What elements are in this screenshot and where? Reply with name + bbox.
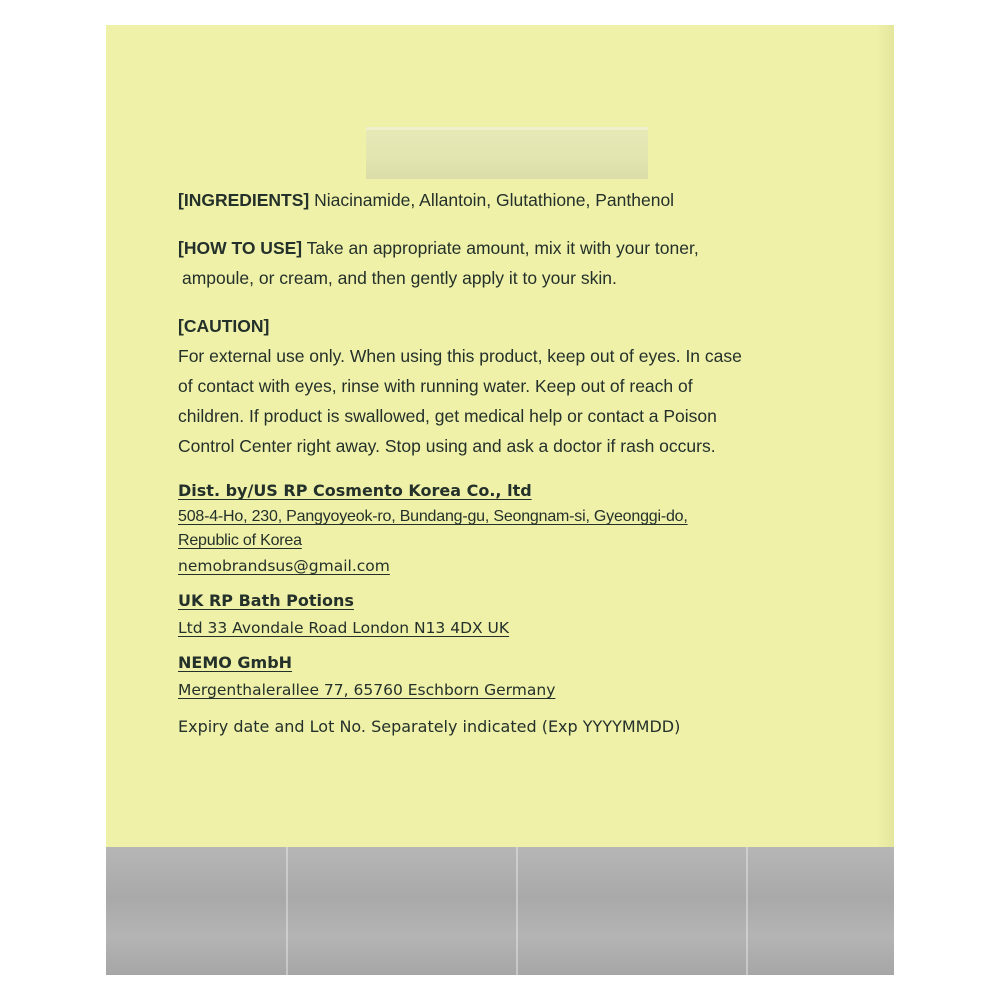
uk-rp-address: Ltd 33 Avondale Road London N13 4DX UK [178, 619, 510, 637]
distributor-address-2: Republic of Korea [178, 532, 302, 549]
caution-label: [CAUTION] [178, 316, 270, 336]
how-to-use-line-2: ampoule, or cream, and then gently apply it to your skin. [182, 268, 617, 288]
how-to-use-text: Take an appropriate amount, mix it with your toner, [302, 238, 699, 258]
caution-line-1: For external use only. When using this product, keep out of eyes. In case [178, 346, 742, 366]
box-edge-shadow [878, 25, 894, 975]
caution-line-4: Control Center right away. Stop using and ask a doctor if rash occurs. [178, 436, 716, 456]
ingredients-text: Niacinamide, Allantoin, Glutathione, Panthenol [309, 190, 675, 210]
distributor-name: Dist. by/US RP Cosmento Korea Co., ltd [178, 481, 532, 500]
caution-line-3: children. If product is swallowed, get medical help or contact a Poison [178, 406, 717, 426]
expiry-note: Expiry date and Lot No. Separately indicated (Exp YYYYMMDD) [178, 717, 681, 736]
uk-rp-name: UK RP Bath Potions [178, 591, 354, 610]
ingredients-label: [INGREDIENTS] [178, 190, 310, 210]
label-text [178, 185, 878, 741]
product-box [106, 25, 894, 975]
eu-address: Mergenthalerallee 77, 65760 Eschborn Germany [178, 681, 556, 699]
foil-band [106, 847, 894, 975]
caution-line-2: of contact with eyes, rinse with running water. Keep out of reach of [178, 376, 693, 396]
tape-strip [366, 127, 648, 179]
distributor-address-1: 508-4-Ho, 230, Pangyoyeok-ro, Bundang-gu, Seongnam-si, Gyeonggi-do, [178, 508, 688, 525]
distributor-email: nemobrandsus@gmail.com [178, 557, 390, 575]
how-to-use-line [178, 233, 878, 263]
how-to-use-label: [HOW TO USE] [178, 238, 303, 258]
ingredients-line [178, 185, 878, 215]
eu-name: NEMO GmbH [178, 653, 293, 672]
